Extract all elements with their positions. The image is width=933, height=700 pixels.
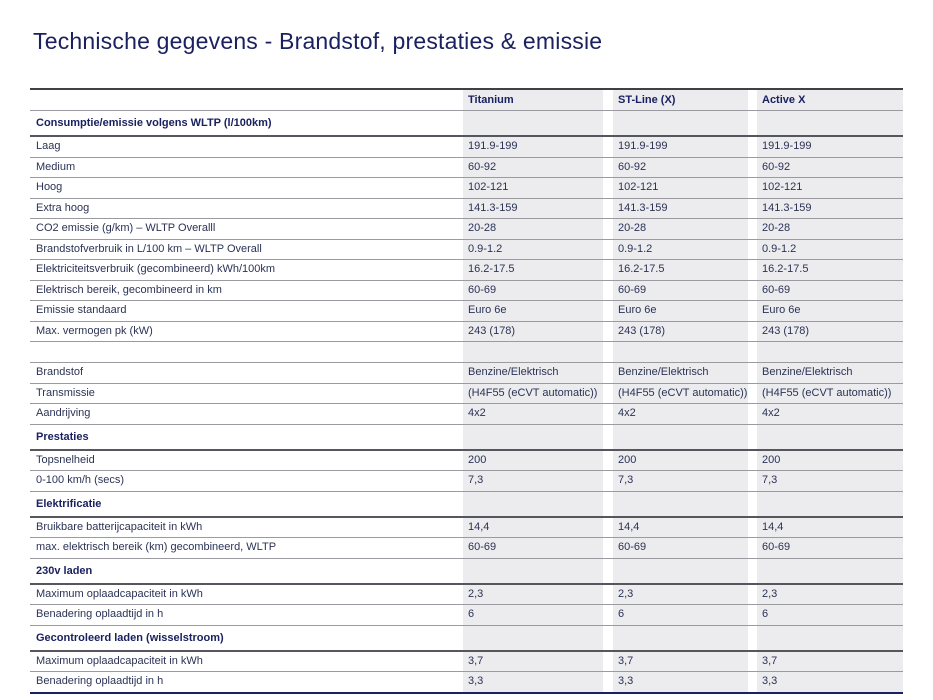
row-label: Brandstof <box>36 366 84 379</box>
cell-value: 200 <box>463 451 603 471</box>
cell-value: 141.3-159 <box>757 199 903 219</box>
column-gutter <box>603 471 613 491</box>
column-gutter <box>603 605 613 625</box>
column-gutter <box>748 652 757 672</box>
column-gutter <box>603 322 613 342</box>
column-gutter <box>603 137 613 157</box>
section-title: Gecontroleerd laden (wisselstroom) <box>36 631 224 644</box>
row-label: Extra hoog <box>36 201 90 214</box>
cell-value: Benzine/Elektrisch <box>613 363 748 383</box>
table-row <box>30 538 903 559</box>
column-gutter <box>748 219 757 239</box>
column-gutter <box>603 240 613 260</box>
column-gutter <box>603 672 613 692</box>
column-gutter <box>748 425 757 449</box>
spacer-row <box>30 342 903 363</box>
cell-value: 3,3 <box>613 672 748 692</box>
cell-value: 4x2 <box>613 404 748 424</box>
column-stripe <box>463 111 603 135</box>
column-gutter <box>748 559 757 583</box>
cell-value: 3,7 <box>463 652 603 672</box>
column-gutter <box>748 518 757 538</box>
cell-value: 2,3 <box>757 585 903 605</box>
column-gutter <box>603 538 613 558</box>
column-stripe <box>757 342 903 362</box>
section-header-row <box>30 111 903 137</box>
column-gutter <box>603 260 613 280</box>
column-stripe <box>613 626 748 650</box>
cell-value: 2,3 <box>463 585 603 605</box>
column-stripe <box>463 492 603 516</box>
cell-value: 200 <box>757 451 903 471</box>
row-label: Medium <box>36 160 76 173</box>
column-stripe <box>613 342 748 362</box>
row-label: Aandrijving <box>36 407 91 420</box>
table-row <box>30 585 903 606</box>
column-gutter <box>603 281 613 301</box>
column-gutter <box>603 626 613 650</box>
row-label: Benadering oplaadtijd in h <box>36 608 164 621</box>
table-row <box>30 219 903 240</box>
column-gutter <box>748 363 757 383</box>
table-row <box>30 322 903 343</box>
column-gutter <box>748 451 757 471</box>
row-label: Topsnelheid <box>36 453 95 466</box>
column-gutter <box>748 90 757 110</box>
column-gutter <box>603 301 613 321</box>
row-label: Emissie standaard <box>36 304 127 317</box>
column-gutter <box>748 585 757 605</box>
table-row <box>30 384 903 405</box>
cell-value: 16.2-17.5 <box>613 260 748 280</box>
column-gutter <box>603 492 613 516</box>
column-gutter <box>603 111 613 135</box>
row-label: Brandstofverbruik in L/100 km – WLTP Overall <box>36 242 262 255</box>
column-gutter <box>603 518 613 538</box>
column-stripe <box>463 425 603 449</box>
cell-value: 102-121 <box>463 178 603 198</box>
cell-value: 141.3-159 <box>613 199 748 219</box>
cell-value: 16.2-17.5 <box>463 260 603 280</box>
table-row <box>30 158 903 179</box>
column-stripe <box>613 559 748 583</box>
column-header-titanium: Titanium <box>463 90 603 110</box>
column-gutter <box>748 342 757 362</box>
cell-value: 60-69 <box>463 538 603 558</box>
cell-value: 3,7 <box>613 652 748 672</box>
table-row <box>30 518 903 539</box>
row-label: Transmissie <box>36 386 95 399</box>
column-stripe <box>757 111 903 135</box>
column-gutter <box>603 404 613 424</box>
cell-value: 60-69 <box>757 538 903 558</box>
column-gutter <box>748 158 757 178</box>
table-header-row <box>30 90 903 111</box>
column-gutter <box>748 626 757 650</box>
column-gutter <box>603 585 613 605</box>
section-header-row <box>30 559 903 585</box>
table-row <box>30 652 903 673</box>
cell-value: 0.9-1.2 <box>463 240 603 260</box>
table-row <box>30 471 903 492</box>
column-gutter <box>748 384 757 404</box>
row-label: Maximum oplaadcapaciteit in kWh <box>36 654 203 667</box>
column-stripe <box>463 626 603 650</box>
section-header-row <box>30 626 903 652</box>
column-gutter <box>603 90 613 110</box>
cell-value: 20-28 <box>757 219 903 239</box>
cell-value: 243 (178) <box>463 322 603 342</box>
column-gutter <box>603 559 613 583</box>
column-gutter <box>603 219 613 239</box>
column-stripe <box>757 626 903 650</box>
column-stripe <box>463 342 603 362</box>
cell-value: 0.9-1.2 <box>613 240 748 260</box>
cell-value: 200 <box>613 451 748 471</box>
cell-value: (H4F55 (eCVT automatic)) <box>757 384 903 404</box>
column-gutter <box>748 178 757 198</box>
cell-value: 3,3 <box>463 672 603 692</box>
section-title: 230v laden <box>36 564 93 577</box>
cell-value: 191.9-199 <box>613 137 748 157</box>
column-gutter <box>748 404 757 424</box>
cell-value: 14,4 <box>463 518 603 538</box>
column-gutter <box>603 425 613 449</box>
column-gutter <box>748 260 757 280</box>
column-gutter <box>748 322 757 342</box>
section-header-row <box>30 492 903 518</box>
page-title: Technische gegevens - Brandstof, prestaties & emissie <box>33 28 603 54</box>
table-row <box>30 178 903 199</box>
cell-value: 7,3 <box>613 471 748 491</box>
cell-value: 102-121 <box>613 178 748 198</box>
cell-value: (H4F55 (eCVT automatic)) <box>613 384 748 404</box>
cell-value: 20-28 <box>613 219 748 239</box>
section-title: Elektrificatie <box>36 497 102 510</box>
cell-value: 191.9-199 <box>463 137 603 157</box>
row-label: Max. vermogen pk (kW) <box>36 324 153 337</box>
row-label: Benadering oplaadtijd in h <box>36 675 164 688</box>
section-header-row <box>30 425 903 451</box>
column-header-st-line: ST-Line (X) <box>613 90 748 110</box>
cell-value: Benzine/Elektrisch <box>463 363 603 383</box>
row-label: Maximum oplaadcapaciteit in kWh <box>36 587 203 600</box>
row-label: Elektrisch bereik, gecombineerd in km <box>36 283 222 296</box>
column-gutter <box>603 384 613 404</box>
column-gutter <box>748 605 757 625</box>
column-gutter <box>748 111 757 135</box>
cell-value: 60-92 <box>613 158 748 178</box>
cell-value: 14,4 <box>757 518 903 538</box>
cell-value: Euro 6e <box>757 301 903 321</box>
table-row <box>30 451 903 472</box>
column-gutter <box>748 281 757 301</box>
cell-value: 191.9-199 <box>757 137 903 157</box>
column-gutter <box>603 199 613 219</box>
cell-value: 60-92 <box>757 158 903 178</box>
column-gutter <box>603 342 613 362</box>
table-row <box>30 363 903 384</box>
table-row <box>30 260 903 281</box>
table-row <box>30 605 903 626</box>
row-label: Laag <box>36 140 61 153</box>
row-label: Bruikbare batterijcapaciteit in kWh <box>36 520 203 533</box>
cell-value: Benzine/Elektrisch <box>757 363 903 383</box>
cell-value: 60-69 <box>613 281 748 301</box>
column-stripe <box>463 559 603 583</box>
row-label: 0-100 km/h (secs) <box>36 474 125 487</box>
cell-value: 3,3 <box>757 672 903 692</box>
column-gutter <box>748 492 757 516</box>
column-gutter <box>603 178 613 198</box>
column-gutter <box>748 240 757 260</box>
cell-value: 7,3 <box>463 471 603 491</box>
section-title: Prestaties <box>36 430 89 443</box>
column-gutter <box>603 451 613 471</box>
cell-value: 3,7 <box>757 652 903 672</box>
cell-value: 4x2 <box>463 404 603 424</box>
cell-value: Euro 6e <box>613 301 748 321</box>
column-gutter <box>603 363 613 383</box>
cell-value: 243 (178) <box>757 322 903 342</box>
cell-value: 7,3 <box>757 471 903 491</box>
column-header-active-x: Active X <box>757 90 903 110</box>
cell-value: 4x2 <box>757 404 903 424</box>
table-row <box>30 404 903 425</box>
cell-value: 2,3 <box>613 585 748 605</box>
table-row <box>30 240 903 261</box>
cell-value: 14,4 <box>613 518 748 538</box>
column-gutter <box>748 199 757 219</box>
cell-value: 6 <box>613 605 748 625</box>
table-row <box>30 199 903 220</box>
column-stripe <box>613 111 748 135</box>
column-stripe <box>613 492 748 516</box>
table-body <box>30 111 903 694</box>
cell-value: 0.9-1.2 <box>757 240 903 260</box>
column-gutter <box>748 471 757 491</box>
cell-value: 141.3-159 <box>463 199 603 219</box>
cell-value: 60-92 <box>463 158 603 178</box>
cell-value: 60-69 <box>757 281 903 301</box>
row-label: max. elektrisch bereik (km) gecombineerd, WLTP <box>36 541 277 554</box>
column-stripe <box>757 559 903 583</box>
column-gutter <box>748 672 757 692</box>
column-stripe <box>757 425 903 449</box>
column-gutter <box>748 538 757 558</box>
cell-value: 60-69 <box>613 538 748 558</box>
cell-value: 6 <box>463 605 603 625</box>
table-row <box>30 672 903 694</box>
row-label: Elektriciteitsverbruik (gecombineerd) kWh/100km <box>36 263 276 276</box>
cell-value: 102-121 <box>757 178 903 198</box>
column-gutter <box>603 652 613 672</box>
cell-value: 60-69 <box>463 281 603 301</box>
cell-value: 243 (178) <box>613 322 748 342</box>
column-stripe <box>613 425 748 449</box>
column-stripe <box>757 492 903 516</box>
table-row <box>30 281 903 302</box>
section-title: Consumptie/emissie volgens WLTP (l/100km) <box>36 117 272 129</box>
cell-value: Euro 6e <box>463 301 603 321</box>
cell-value: 6 <box>757 605 903 625</box>
cell-value: 16.2-17.5 <box>757 260 903 280</box>
technical-data-table <box>30 88 903 694</box>
column-gutter <box>748 301 757 321</box>
column-gutter <box>748 137 757 157</box>
cell-value: (H4F55 (eCVT automatic)) <box>463 384 603 404</box>
table-row <box>30 301 903 322</box>
row-label: Hoog <box>36 181 63 194</box>
column-gutter <box>603 158 613 178</box>
row-label: CO2 emissie (g/km) – WLTP Overalll <box>36 222 216 235</box>
table-row <box>30 137 903 158</box>
cell-value: 20-28 <box>463 219 603 239</box>
